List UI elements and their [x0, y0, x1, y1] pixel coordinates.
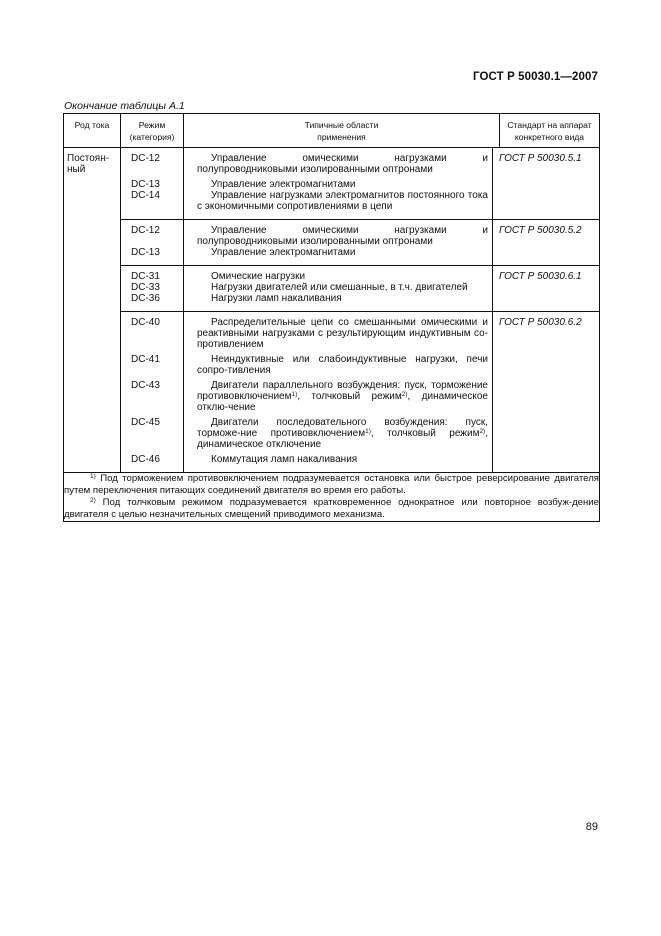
mode-cell: DC-13 — [131, 247, 160, 258]
application-cell — [191, 247, 492, 258]
standard-cell: ГОСТ Р 50030.5.1 — [492, 148, 599, 219]
header-kind: Род тока — [64, 114, 121, 148]
standard-group — [121, 312, 599, 472]
application-text — [197, 293, 488, 304]
mode-cell: DC-36 — [131, 293, 160, 304]
application-text — [197, 454, 488, 465]
application-text — [197, 417, 488, 450]
application-line-part: , динамическое отклю-чение — [197, 391, 488, 413]
application-line-part: , толчковый режим — [370, 428, 480, 439]
table-row — [121, 179, 492, 190]
group-rows — [121, 266, 492, 311]
table-a1 — [63, 113, 600, 522]
mode-cell: DC-33 — [131, 282, 160, 293]
table-row — [121, 454, 492, 465]
application-line-part: Двигатели последовательного возбуждения: пуск, торможе-ние противовключением — [197, 417, 488, 439]
footnotes-row — [64, 473, 600, 522]
application-text — [197, 225, 488, 247]
footnote-1-mark: 1) — [90, 473, 96, 480]
group-rows — [121, 148, 492, 219]
application-cell — [191, 454, 492, 465]
mode-cell: DC-40 — [131, 317, 160, 328]
footnote-ref-1: 1) — [365, 428, 371, 435]
application-text — [197, 271, 488, 282]
standard-cell: ГОСТ Р 50030.5.2 — [492, 220, 599, 265]
standard-group — [121, 220, 599, 266]
application-cell — [191, 293, 492, 304]
application-cell — [191, 417, 492, 450]
table-row — [121, 380, 492, 413]
mode-cell: DC-45 — [131, 417, 160, 428]
application-line-part: , толчковый режим — [297, 391, 402, 402]
groups-container — [121, 148, 599, 472]
application-text — [197, 354, 488, 376]
column-divider — [183, 220, 184, 265]
application-line: Управление омическими нагрузками и полупроводниковыми изолированными оптронами — [197, 153, 488, 175]
column-divider — [183, 148, 184, 219]
application-text — [197, 380, 488, 413]
table-body-row — [64, 148, 600, 473]
application-line: Коммутация ламп накаливания — [211, 454, 358, 465]
table-header-row — [64, 114, 600, 148]
application-text — [197, 190, 488, 212]
standard-cell: ГОСТ Р 50030.6.1 — [492, 266, 599, 311]
footnotes-cell — [64, 473, 600, 522]
mode-cell: DC-43 — [131, 380, 160, 391]
mode-cell: DC-12 — [131, 153, 160, 164]
table-row — [121, 247, 492, 258]
application-text — [197, 317, 488, 350]
footnote-1 — [64, 473, 599, 497]
page-number: 89 — [585, 821, 598, 833]
groups-cell — [121, 148, 600, 473]
mode-cell: DC-14 — [131, 190, 160, 201]
application-cell — [191, 380, 492, 413]
current-kind-cell: Постоян-ный — [64, 148, 121, 473]
footnote-ref-1: 1) — [291, 391, 298, 398]
application-line: Омические нагрузки — [211, 271, 306, 282]
table-caption: Окончание таблицы А.1 — [64, 100, 185, 112]
application-cell — [191, 153, 492, 175]
standard-group — [121, 148, 599, 220]
table-row — [121, 293, 492, 304]
application-line-part: Двигатели параллельного возбуждения: пуск, торможение противовключением — [197, 380, 488, 402]
application-line: Управление электромагнитами — [211, 247, 356, 258]
application-cell — [191, 225, 492, 247]
footnote-2 — [64, 497, 599, 521]
table-row — [121, 282, 492, 293]
standard-cell: ГОСТ Р 50030.6.2 — [492, 312, 599, 472]
table-row — [121, 225, 492, 247]
application-line-part: , динамическое отключение — [197, 428, 488, 450]
mode-cell: DC-41 — [131, 354, 160, 365]
footnote-1-text: Под торможением противовключением подразумевается остановка или быстрое реверсирование двигателя путем переключения питающих соединений двигателя во время его работы. — [64, 473, 599, 496]
application-line: Нагрузки двигателей или смешанные, в т.ч. двигателей — [211, 282, 468, 293]
footnote-ref-2: 2) — [479, 428, 486, 435]
column-divider — [183, 266, 184, 311]
table-row — [121, 271, 492, 282]
application-text — [197, 247, 488, 258]
application-cell — [191, 190, 492, 212]
table-row — [121, 317, 492, 350]
footnote-ref-2: 2) — [401, 391, 408, 398]
header-mode: Режим (категория) — [121, 114, 184, 148]
application-text — [197, 282, 488, 293]
application-cell — [191, 354, 492, 376]
application-line: Управление электромагнитами — [211, 179, 356, 190]
table-row — [121, 354, 492, 376]
mode-cell: DC-13 — [131, 179, 160, 190]
footnote-2-mark: 2) — [90, 497, 96, 504]
document-code: ГОСТ Р 50030.1—2007 — [473, 71, 598, 83]
group-rows — [121, 312, 492, 472]
mode-cell: DC-12 — [131, 225, 160, 236]
application-line: Распределительные цепи со смешанными омическими и реактивными нагрузками с результирующим индуктивным со-противлением — [197, 317, 488, 350]
application-text — [197, 153, 488, 175]
application-line: Нагрузки ламп накаливания — [211, 293, 342, 304]
application-text — [197, 179, 488, 190]
group-rows — [121, 220, 492, 265]
mode-cell: DC-31 — [131, 271, 160, 282]
application-line: Неиндуктивные или слабоиндуктивные нагрузки, печи сопро-тивления — [197, 354, 488, 376]
application-line: Управление омическими нагрузками и полупроводниковыми изолированными оптронами — [197, 225, 488, 247]
column-divider — [183, 312, 184, 472]
header-apps: Типичные области применения — [184, 114, 500, 148]
standard-group — [121, 266, 599, 312]
header-std: Стандарт на аппарат конкретного вида — [500, 114, 600, 148]
application-line: Управление нагрузками электромагнитов постоянного тока с экономичными сопротивлениями в цепи — [197, 190, 488, 212]
table-row — [121, 190, 492, 212]
mode-cell: DC-46 — [131, 454, 160, 465]
application-cell — [191, 271, 492, 282]
application-cell — [191, 179, 492, 190]
application-cell — [191, 317, 492, 350]
table-row — [121, 417, 492, 450]
footnote-2-text: Под толчковым режимом подразумевается кратковременное однократное или повторное возбуж-дение двигателя с целью незначительных смещений приводимого механизма. — [64, 497, 600, 520]
application-cell — [191, 282, 492, 293]
table-row — [121, 153, 492, 175]
